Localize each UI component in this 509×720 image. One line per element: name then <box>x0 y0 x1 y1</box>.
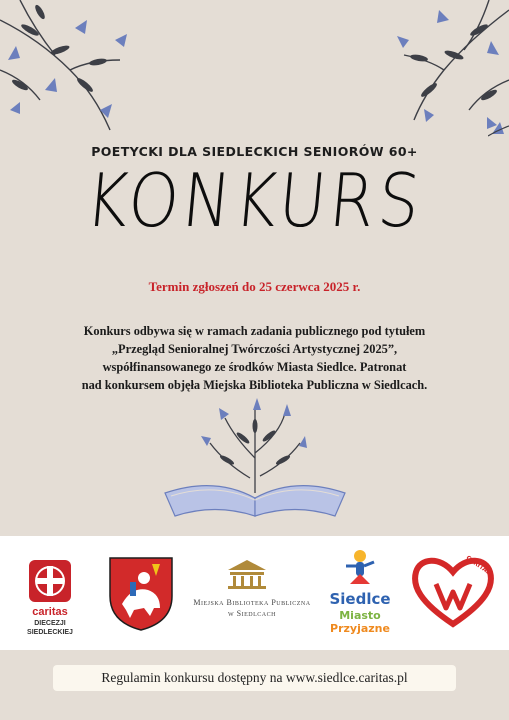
caritas-diocese-line1: DIECEZJI <box>34 620 66 627</box>
rules-footer-banner: Regulamin konkursu dostępny na www.siedlce.caritas.pl <box>53 665 456 691</box>
caritas-diocese-line2: SIEDLECKIEJ <box>27 629 73 636</box>
floral-decoration-top-left <box>0 0 140 135</box>
description-line: nad konkursem objęła Miejska Biblioteka Publiczna w Siedlcach. <box>81 378 428 392</box>
siedlce-slogan-line2: Przyjazne <box>330 622 390 635</box>
open-book-illustration <box>155 398 355 523</box>
library-name-line1: Miejska Biblioteka Publiczna <box>193 598 311 607</box>
caritas-cross-logo <box>27 558 73 604</box>
library-building-logo <box>224 558 270 590</box>
description-line: Konkurs odbywa się w ramach zadania publicznego pod tytułem <box>83 324 426 338</box>
contest-title: KONKURS <box>82 159 427 245</box>
library-name-line2: w Siedlcach <box>228 609 276 618</box>
caritas-heart-text: CARITAS <box>464 554 492 577</box>
contest-subtitle: POETYCKI DLA SIEDLECKICH SENIORÓW 60+ <box>91 144 418 159</box>
contest-description <box>40 322 469 394</box>
siedlce-coat-of-arms <box>108 556 174 632</box>
description-line: „Przegląd Senioralnej Twórczości Artystycznej 2025”, <box>111 342 398 356</box>
siedlce-city-mascot-logo <box>340 548 380 588</box>
siedlce-city-name: Siedlce <box>329 590 391 608</box>
caritas-word: caritas <box>32 606 68 618</box>
floral-decoration-side <box>488 118 509 138</box>
partner-logos-strip <box>0 536 509 650</box>
siedlce-slogan-line1: Miasto <box>339 609 381 622</box>
description-line: współfinansowanego ze środków Miasta Siedlce. Patronat <box>102 360 407 374</box>
submission-deadline: Termin zgłoszeń do 25 czerwca 2025 r. <box>148 279 361 294</box>
